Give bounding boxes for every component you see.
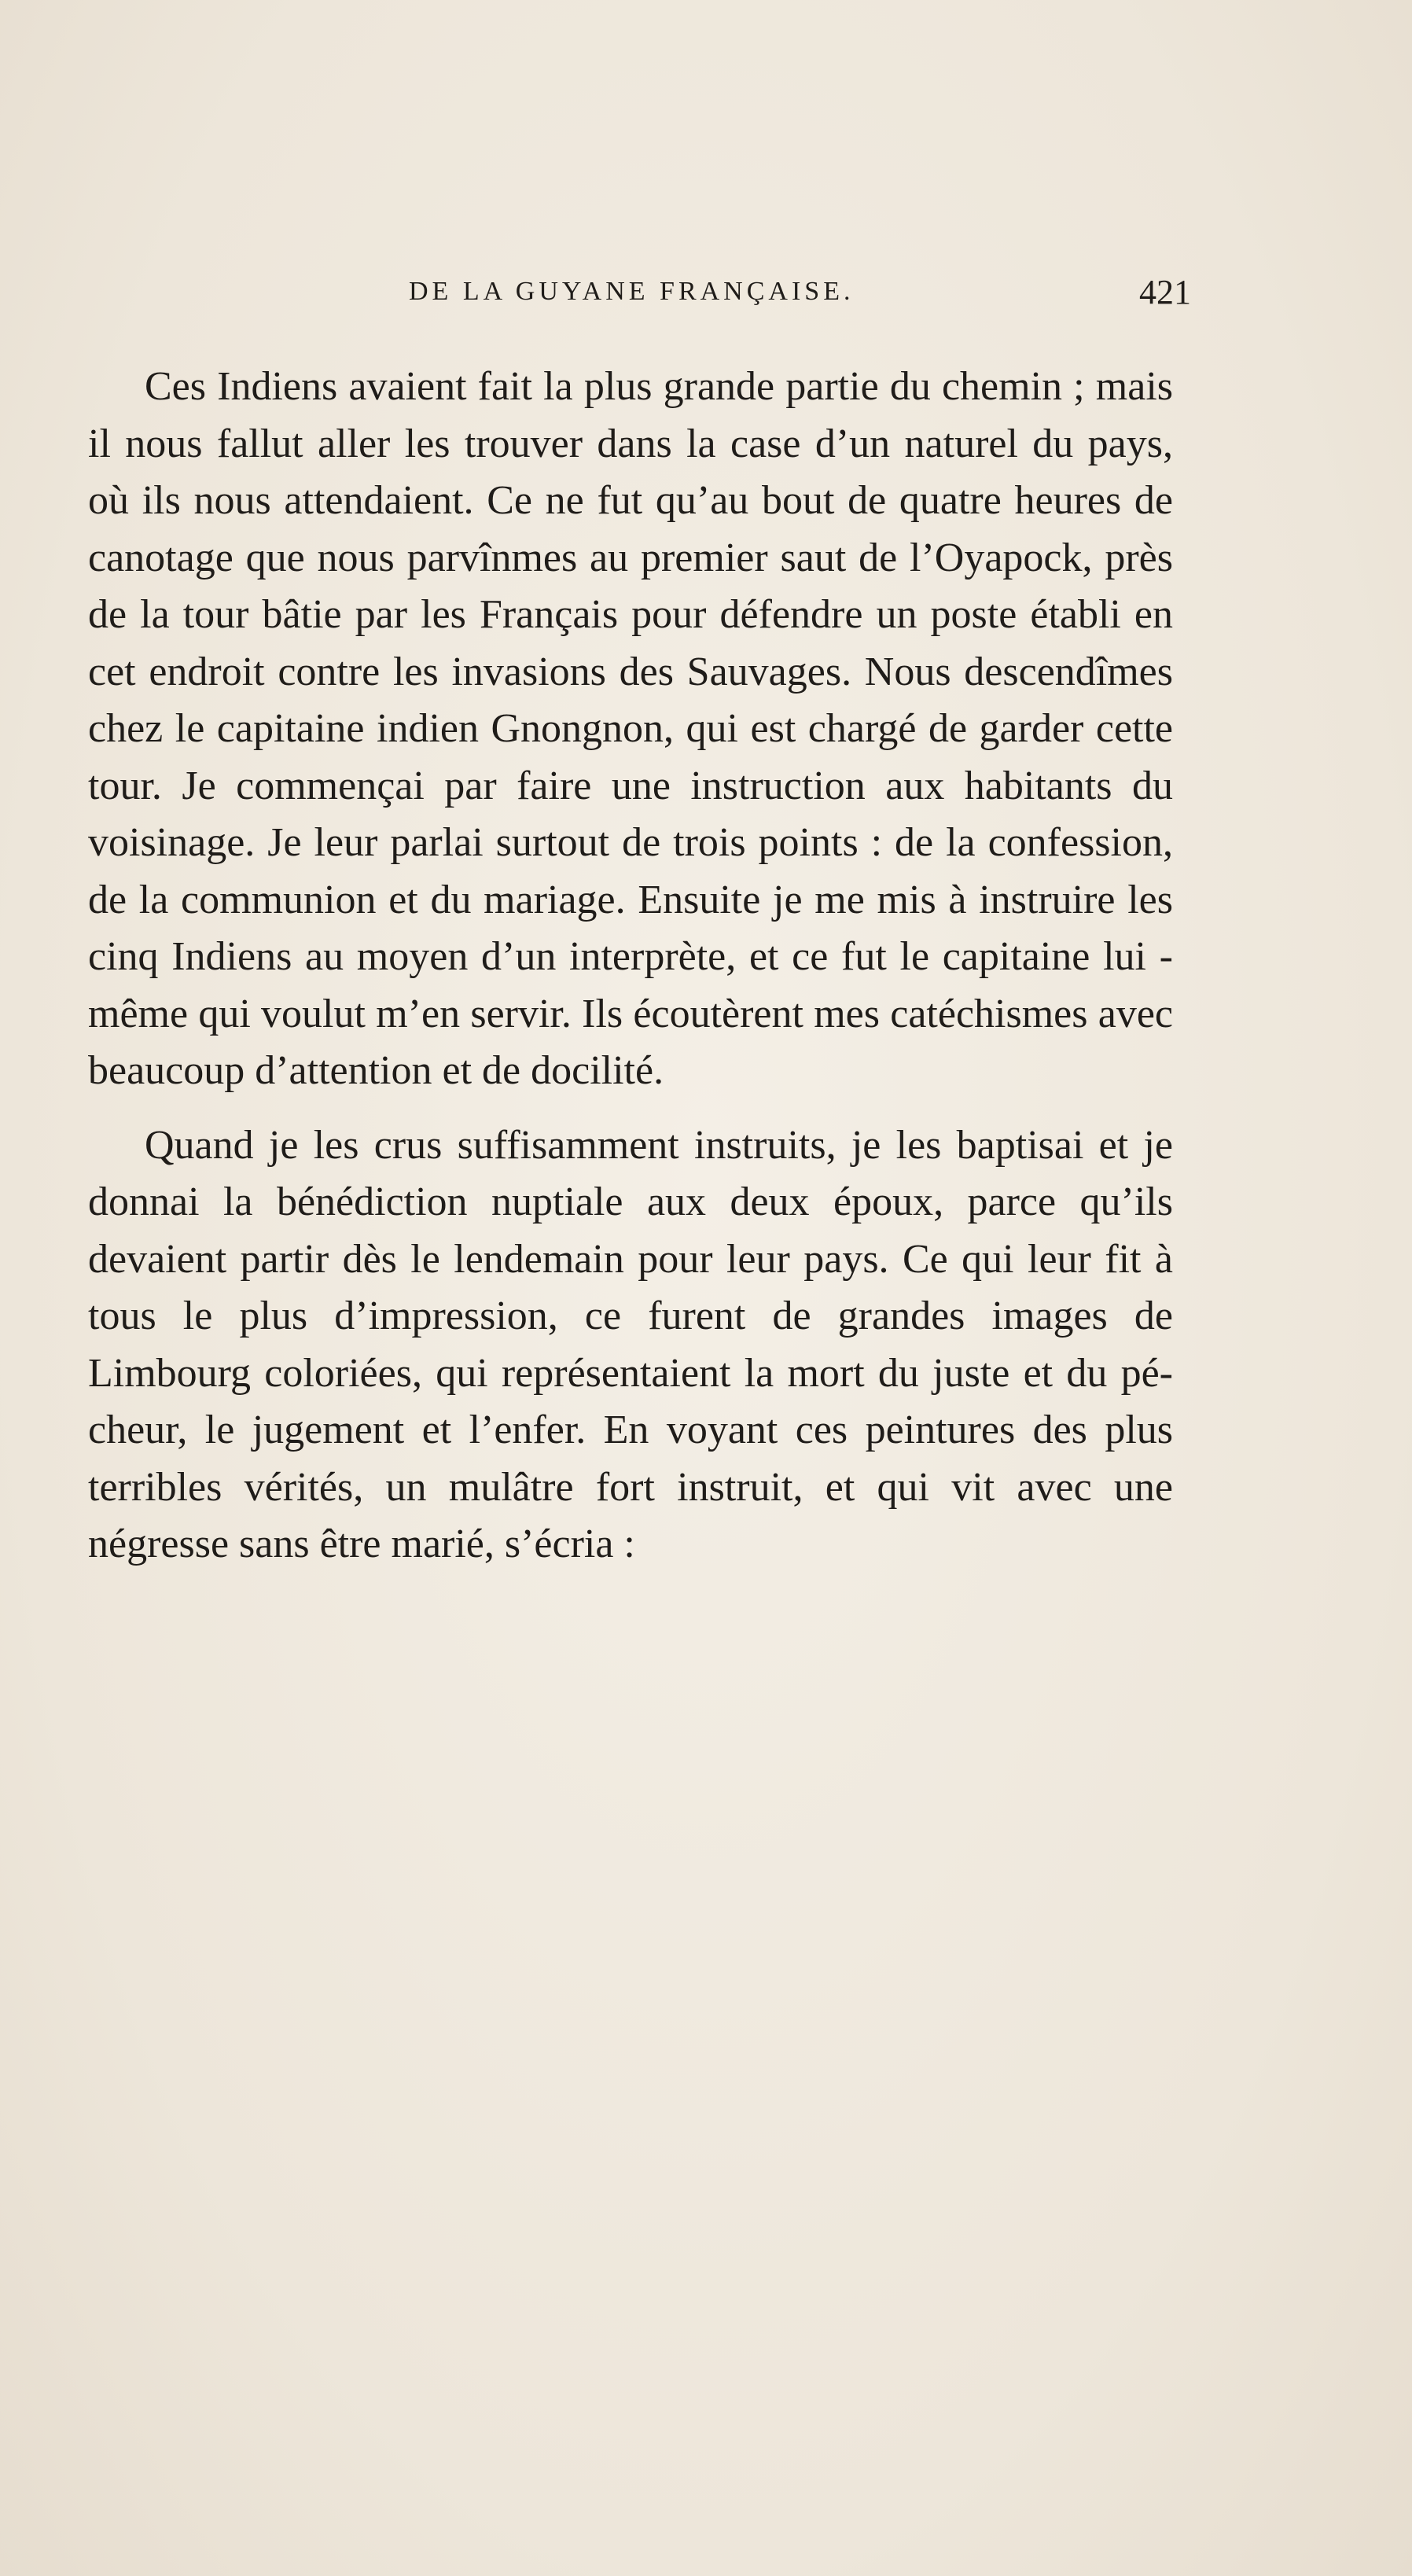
running-title: DE LA GUYANE FRANÇAISE.: [409, 277, 855, 306]
running-head: [142, 273, 1191, 324]
paragraph: Quand je les crus suffisamment instruits, je les baptisai et je donnai la bénédiction nuptiale aux deux époux, parce qu’ils devaient partir dès le lendemain pour leur pays. Ce qui leur fit à tous le plus d’impression, ce furent de grandes images de Limbourg coloriées, qui représentaient la mort du juste et du pécheur, le jugement et l’enfer. En voyant ces peintures des plus terribles vérités, un mulâtre fort instruit, et qui vit avec une négresse sans être marié, s’écria :: [88, 1122, 1173, 1566]
paragraph: Ces Indiens avaient fait la plus grande partie du chemin ; mais il nous fallut aller les trouver dans la case d’un naturel du pays, où ils nous attendaient. Ce ne fut qu’au bout de quatre heures de canotage que nous parvînmes au premier saut de l’Oyapock, près de la tour bâtie par les Français pour défendre un poste établi en cet endroit contre les invasions des Sauvages. Nous descendîmes chez le capitaine indien Gnongnon, qui est chargé de garder cette tour. Je commençai par faire une instruction aux habitants du voisinage. Je leur parlai surtout de trois points : de la confession, de la communion et du mariage. Ensuite je me mis à instruire les cinq Indiens au moyen d’un interprète, et ce fut le capitaine lui - même qui voulut m’en servir. Ils écoutèrent mes catéchismes avec beaucoup d’attention et de docilité.: [88, 364, 1173, 1093]
body-text: [88, 359, 1173, 1573]
page-number: 421: [1139, 273, 1191, 311]
